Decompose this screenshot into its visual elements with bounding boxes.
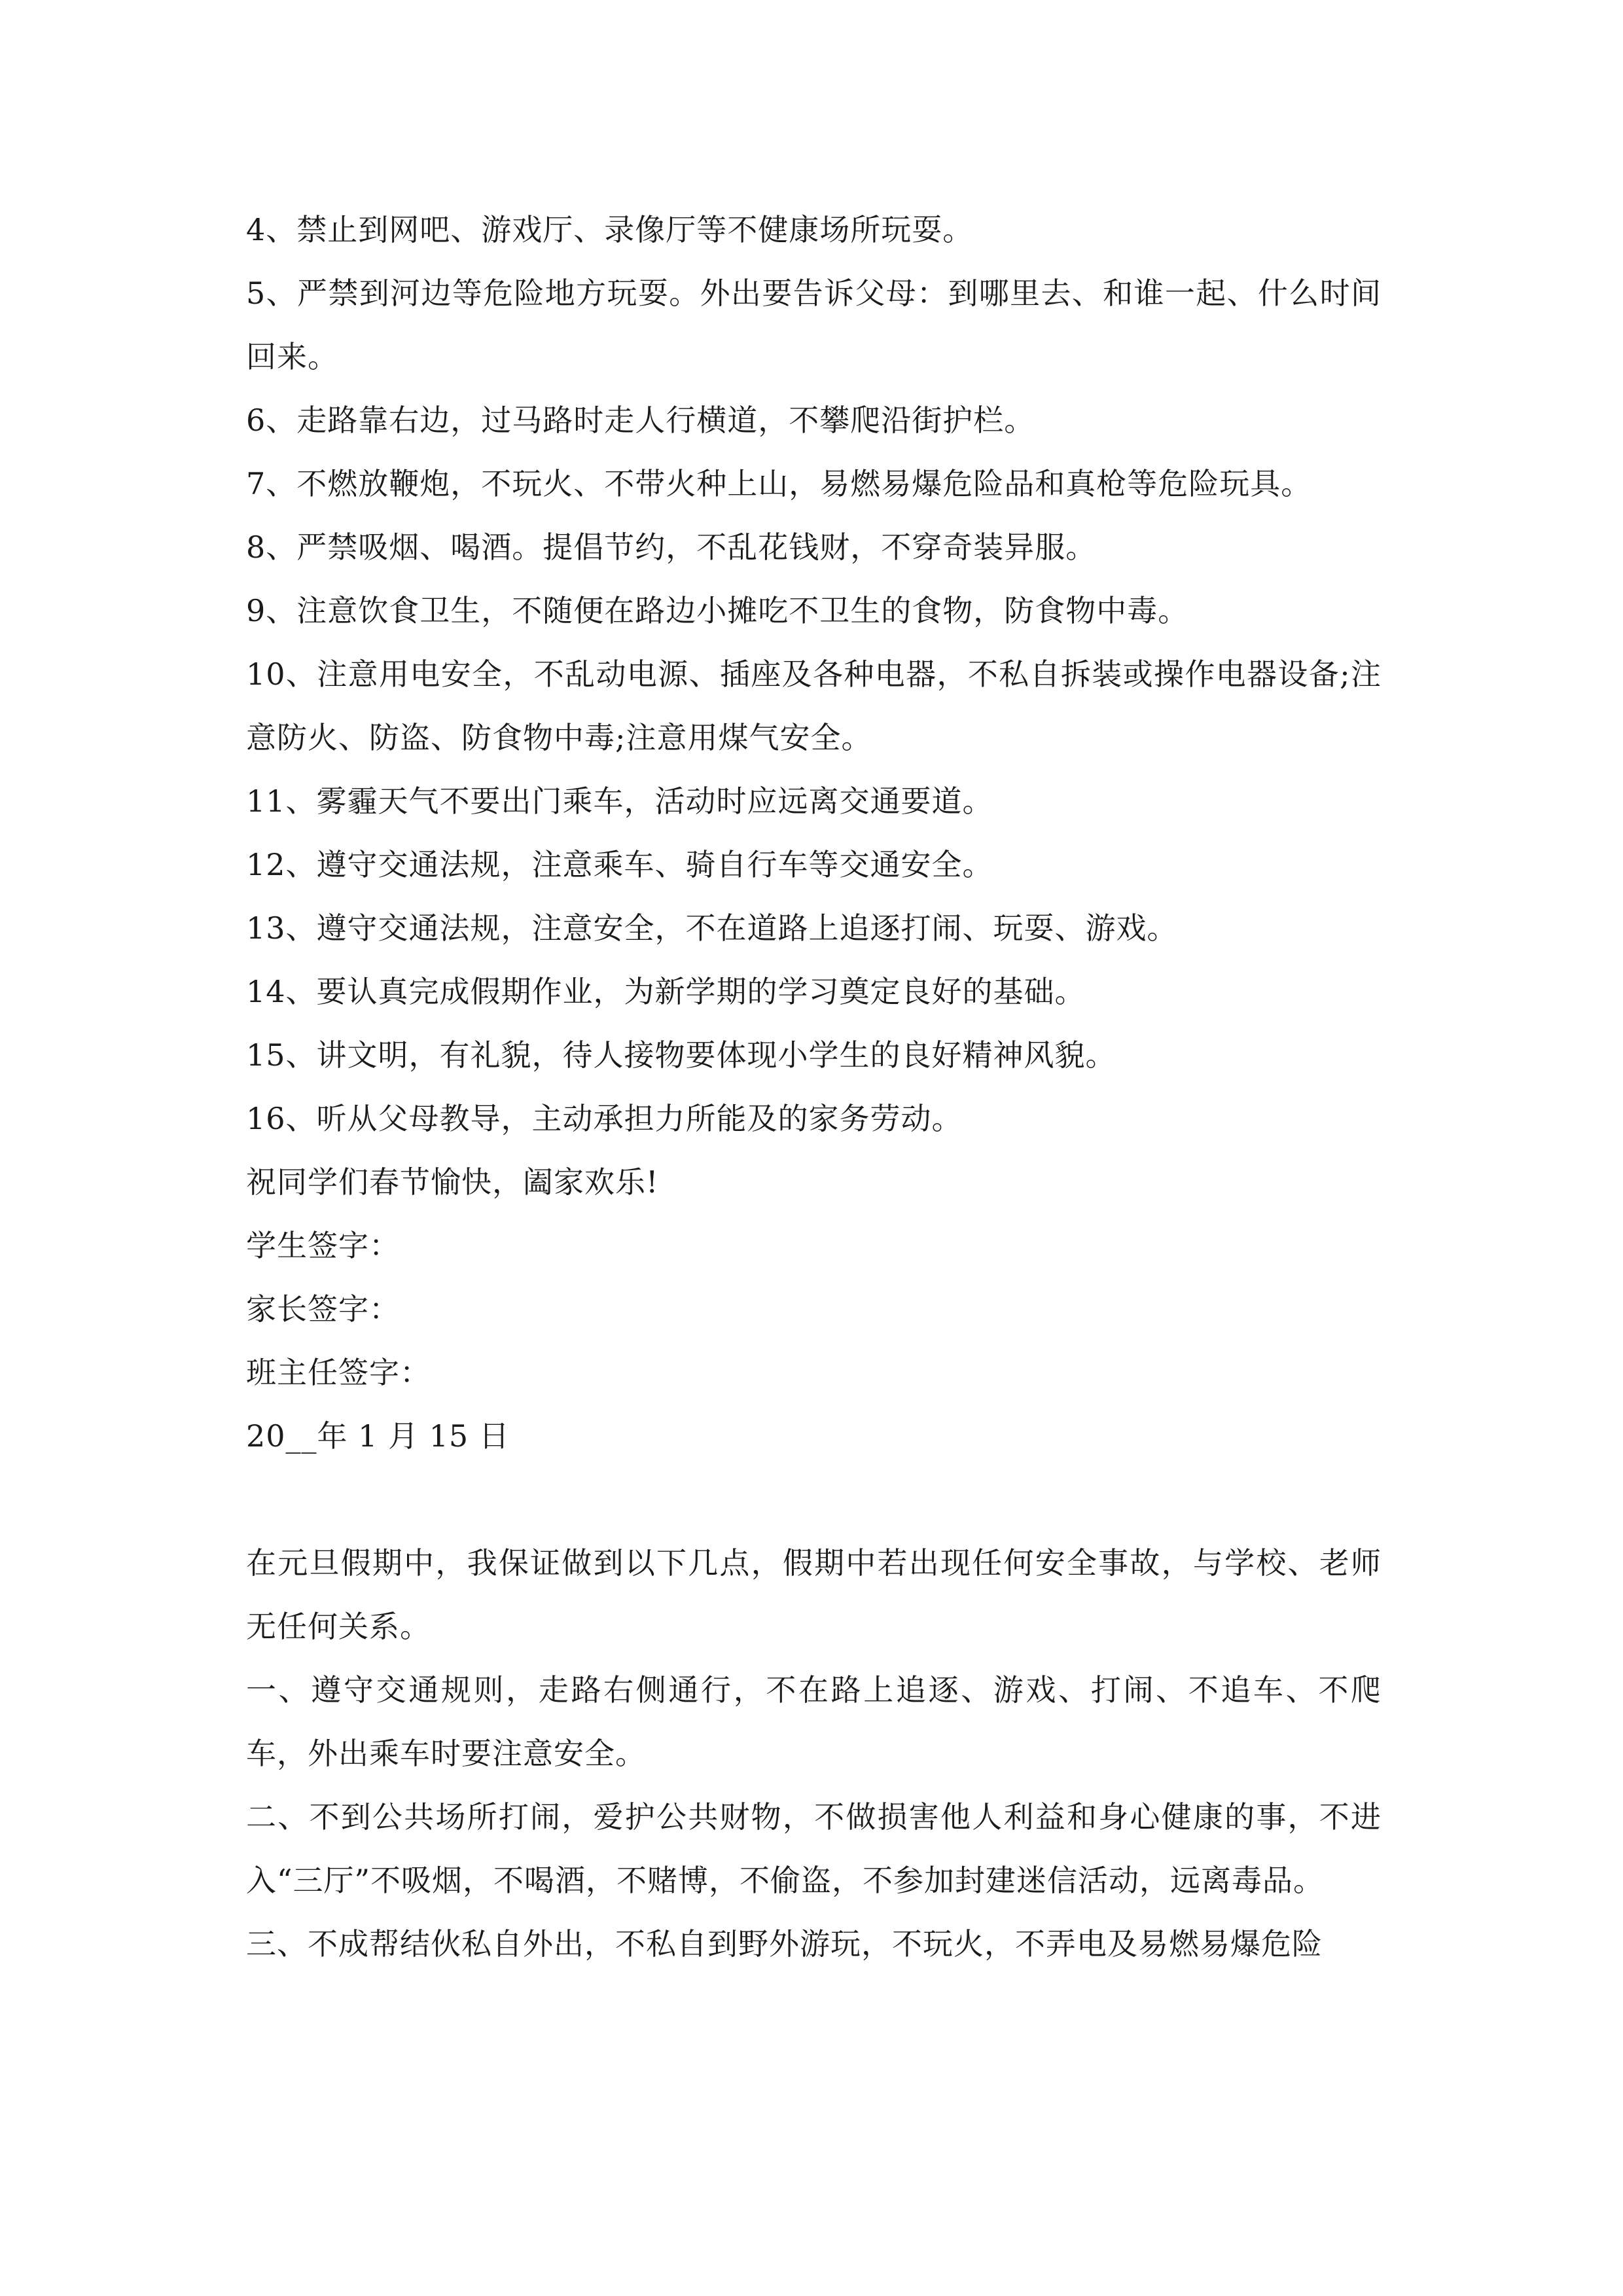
pledge-intro: 在元旦假期中，我保证做到以下几点，假期中若出现任何安全事故，与学校、老师无任何关系。 [246,1545,1382,1644]
rule-item-8: 8、严禁吸烟、喝酒。提倡节约，不乱花钱财，不穿奇装异服。 [246,529,1097,565]
rule-item-11: 11、雾霾天气不要出门乘车，活动时应远离交通要道。 [246,783,993,819]
rule-item-16: 16、听从父母教导，主动承担力所能及的家务劳动。 [246,1101,963,1136]
rule-item-5: 5、严禁到河边等危险地方玩耍。外出要告诉父母：到哪里去、和谁一起、什么时间回来。 [246,276,1382,374]
student-signature-line: 学生签字： [246,1228,400,1263]
parent-signature-line: 家长签字： [246,1291,400,1327]
rule-item-10: 10、注意用电安全，不乱动电源、插座及各种电器，不私自拆装或操作电器设备;注意防火、防盗、防食物中毒;注意用煤气安全。 [246,656,1382,755]
pledge-item-1: 一、遵守交通规则，走路右侧通行，不在路上追逐、游戏、打闹、不追车、不爬车，外出乘车时要注意安全。 [246,1672,1382,1771]
rule-item-13: 13、遵守交通法规，注意安全，不在道路上追逐打闹、玩耍、游戏。 [246,910,1178,946]
rule-item-4: 4、禁止到网吧、游戏厅、录像厅等不健康场所玩耍。 [246,212,974,247]
closing-greeting: 祝同学们春节愉快，阖家欢乐! [246,1164,659,1200]
rule-item-7: 7、不燃放鞭炮，不玩火、不带火种上山，易燃易爆危险品和真枪等危险玩具。 [246,466,1312,501]
rule-item-6: 6、走路靠右边，过马路时走人行横道，不攀爬沿街护栏。 [246,403,1035,438]
document-date: 20__年 1 月 15 日 [246,1418,510,1454]
rule-item-9: 9、注意饮食卫生，不随便在路边小摊吃不卫生的食物，防食物中毒。 [246,593,1189,628]
rule-item-15: 15、讲文明，有礼貌，待人接物要体现小学生的良好精神风貌。 [246,1037,1116,1073]
pledge-item-2: 二、不到公共场所打闹，爱护公共财物，不做损害他人利益和身心健康的事，不进入“三厅”不吸烟，不喝酒，不赌博，不偷盗，不参加封建迷信活动，远离毒品。 [246,1799,1382,1898]
teacher-signature-line: 班主任签字： [246,1355,431,1390]
rule-item-12: 12、遵守交通法规，注意乘车、骑自行车等交通安全。 [246,847,993,882]
document-body [246,198,1382,1976]
pledge-item-3: 三、不成帮结伙私自外出，不私自到野外游玩，不玩火，不弄电及易燃易爆危险 [246,1926,1323,1962]
rule-item-14: 14、要认真完成假期作业，为新学期的学习奠定良好的基础。 [246,974,1086,1009]
section-gap [246,1468,1382,1532]
